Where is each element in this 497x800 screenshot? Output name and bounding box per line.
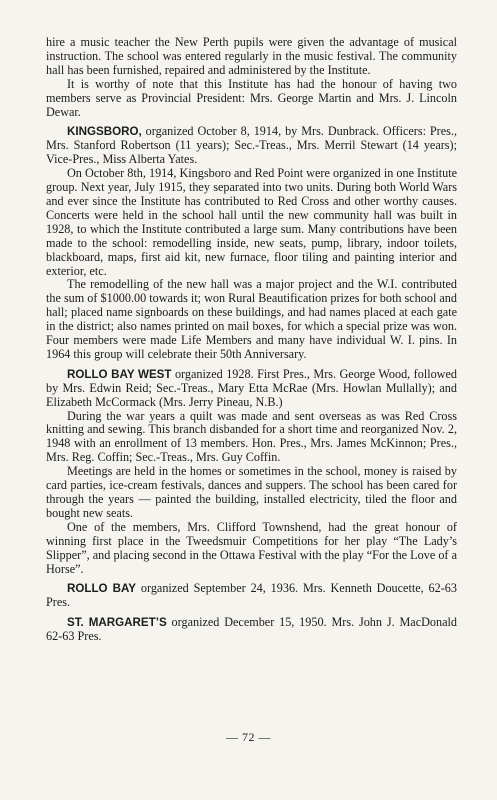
paragraph bbox=[46, 125, 457, 167]
paragraph-text: organized 1928. First Pres., Mrs. George Wood, followed by Mrs. Edwin Reid; Sec.-Treas., Mary Etta McRae (Mrs. Howlan Mullally); and Elizabeth McCormack (Mrs. Jerry Pineau, N.B.) bbox=[46, 366, 457, 409]
section-heading: ROLLO BAY bbox=[67, 582, 137, 596]
paragraph: One of the members, Mrs. Clifford Townshend, had the great honour of winning first place in the Tweedsmuir Competitions for her play “The Lady’s Slipper”, and placing second in the Ottawa Festival with the play “For the Love of a Horse”. bbox=[46, 519, 457, 576]
section-heading: ST. MARGARET’S bbox=[67, 616, 167, 630]
paragraph: The remodelling of the new hall was a major project and the W.I. contributed the sum of $1000.00 towards it; won Rural Beautification prizes for both school and hall; placed name signboards on these buildings, and had names placed at each gate in the district; also names printed on mail boxes, for which a special prize was won. Four members were made Life Members and many have individual W. I. pins. In 1964 this group will celebrate their 50th Anniversary. bbox=[46, 277, 457, 361]
paragraph-text: organized October 8, 1914, by Mrs. Dunbrack. Officers: Pres., Mrs. Stanford Robertson (11 years); Sec.-Treas., Mrs. Merril Stewart (14 years); Vice-Pres., Miss Alberta Yates. bbox=[46, 124, 457, 167]
paragraph bbox=[46, 368, 457, 410]
paragraph: hire a music teacher the New Perth pupils were given the advantage of musical instruction. The school was entered regularly in the music festival. The community hall has been furnished, repaired and administered by the Institute. bbox=[46, 35, 457, 77]
paragraph bbox=[46, 616, 457, 644]
paragraph-text: organized September 24, 1936. Mrs. Kenneth Doucette, 62-63 Pres. bbox=[46, 581, 457, 610]
paragraph: Meetings are held in the homes or sometimes in the school, money is raised by card parties, ice-cream festivals, dances and suppers. The school has been cared for through the years — painted the building, installed electricity, tiled the floor and bought new seats. bbox=[46, 464, 457, 520]
paragraph bbox=[46, 582, 457, 610]
paragraph-text: organized December 15, 1950. Mrs. John J. MacDonald 62-63 Pres. bbox=[46, 615, 457, 644]
page-number: — 72 — bbox=[226, 730, 271, 744]
paragraph: It is worthy of note that this Institute has had the honour of having two members serve as Provincial President: Mrs. George Martin and Mrs. J. Lincoln Dewar. bbox=[46, 76, 457, 119]
paragraph: During the war years a quilt was made and sent overseas as was Red Cross knitting and sewing. This branch disbanded for a short time and reorganized Nov. 2, 1948 with an enrollment of 13 members. Hon. Pres., Mrs. James McKinnon; Pres., Mrs. Reg. Coffin; Sec.-Treas., Mrs. Guy Coffin. bbox=[46, 408, 457, 465]
section-heading: KINGSBORO, bbox=[67, 125, 142, 139]
paragraph: On October 8th, 1914, Kingsboro and Red Point were organized in one Institute group. Next year, July 1915, they separated into two units. During both World Wars and ever since the Institute has contributed to Red Cross and other worthy causes. Concerts were held in the school hall until the new community hall was built in 1928, to which the Institute contributed a large sum. Many contributions have been made to the school: remodelling inside, new seats, pump, library, indoor toilets, blackboard, maps, first aid kit, new furnace, floor tiling and painting interior and exterior, etc. bbox=[46, 166, 457, 278]
section-heading: ROLLO BAY WEST bbox=[67, 367, 172, 381]
